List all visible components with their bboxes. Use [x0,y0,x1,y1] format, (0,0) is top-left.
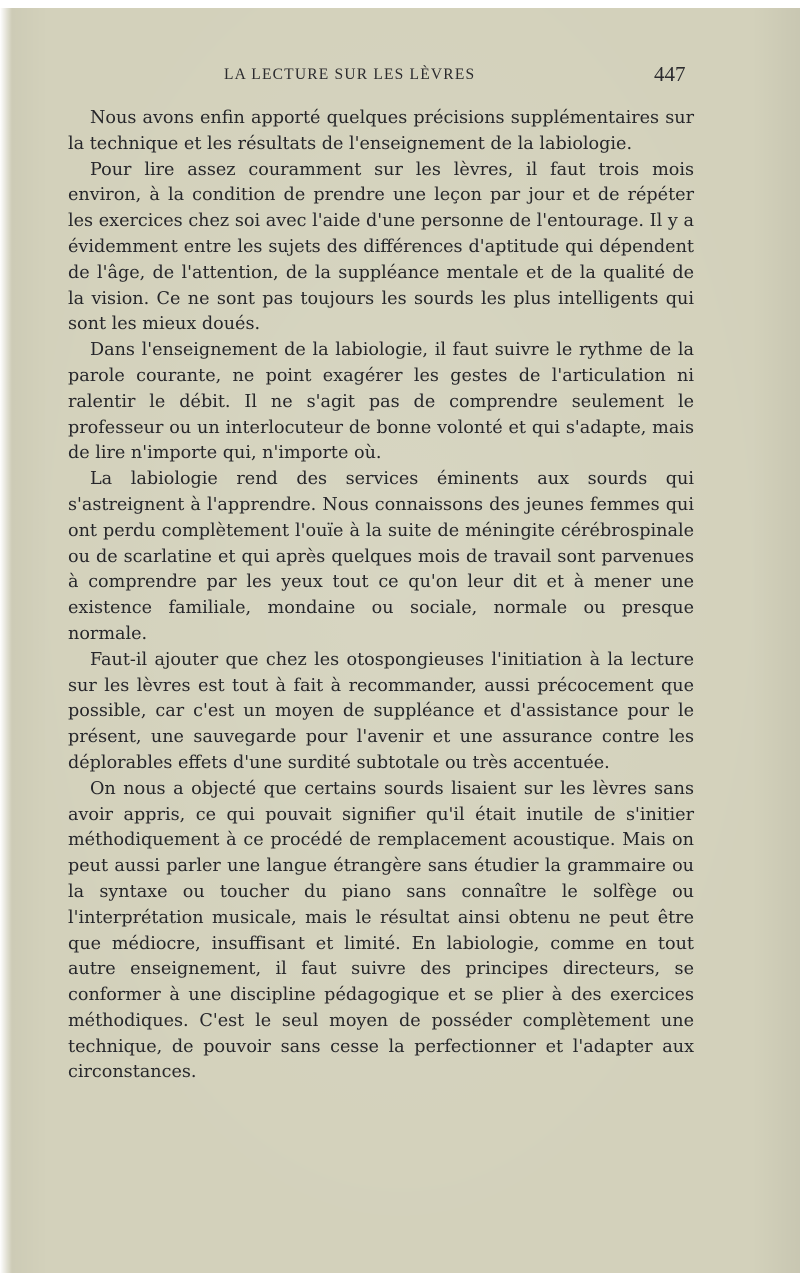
running-title: LA LECTURE SUR LES LÈVRES [224,66,476,83]
page-left-margin [0,0,12,1273]
paragraph: Pour lire assez couramment sur les lèvres, il faut trois mois environ, à la condition de prendre une leçon par jour et de répéter les exercices chez soi avec l'aide d'une personne de l'entourage. Il y a évidemment entre les sujets des différences d'aptitude qui dépendent de l'âge, de l'attention, de la suppléance mentale et de la qualité de la vision. Ce ne sont pas toujours les sourds les plus intelligents qui sont les mieux doués. [68,159,694,335]
paragraph: Faut-il ajouter que chez les otospongieuses l'initiation à la lecture sur les lèvres est tout à fait à recommander, aussi précocement que possible, car c'est un moyen de suppléance et d'assistance pour le présent, une sauvegarde pour l'avenir et une assurance contre les déplorables effets d'une surdité subtotale ou très accentuée. [68,649,694,773]
paragraph: On nous a objecté que certains sourds lisaient sur les lèvres sans avoir appris, ce qui pouvait signifier qu'il était inutile de s'initier méthodiquement à ce procédé de remplacement acoustique. Mais on peut aussi parler une langue étrangère sans étudier la grammaire ou la syntaxe ou toucher du piano sans connaître le solfège ou l'interprétation musicale, mais le résultat ainsi obtenu ne peut être que médiocre, insuffisant et limité. En labiologie, comme en tout autre enseignement, il faut suivre des principes directeurs, se conformer à une discipline pédagogique et se plier à des exercices méthodiques. C'est le seul moyen de posséder complètement une technique, de pouvoir sans cesse la perfectionner et l'adapter aux circonstances. [68,778,694,1083]
paragraph: Dans l'enseignement de la labiologie, il faut suivre le rythme de la parole courante, ne point exagérer les gestes de l'articulation ni ralentir le débit. Il ne s'agit pas de comprendre seulement le professeur ou un interlocuteur de bonne volonté et qui s'adapte, mais de lire n'importe qui, n'importe où. [68,340,694,464]
body-text [68,106,694,1086]
paragraph: La labiologie rend des services éminents aux sourds qui s'astreignent à l'apprendre. Nous connaissons des jeunes femmes qui ont perdu complètement l'ouïe à la suite de méningite cérébrospinale ou de scarlatine et qui après quelques mois de travail sont parvenues à comprendre par les yeux tout ce qu'on leur dit et à mener une existence familiale, mondaine ou sociale, normale ou presque normale. [68,469,694,644]
page-number: 447 [654,62,686,86]
page-top-margin [0,0,800,8]
paragraph: Nous avons enfin apporté quelques précisions supplémentaires sur la technique et les résultats de l'enseignement de la labiologie. [68,108,694,154]
